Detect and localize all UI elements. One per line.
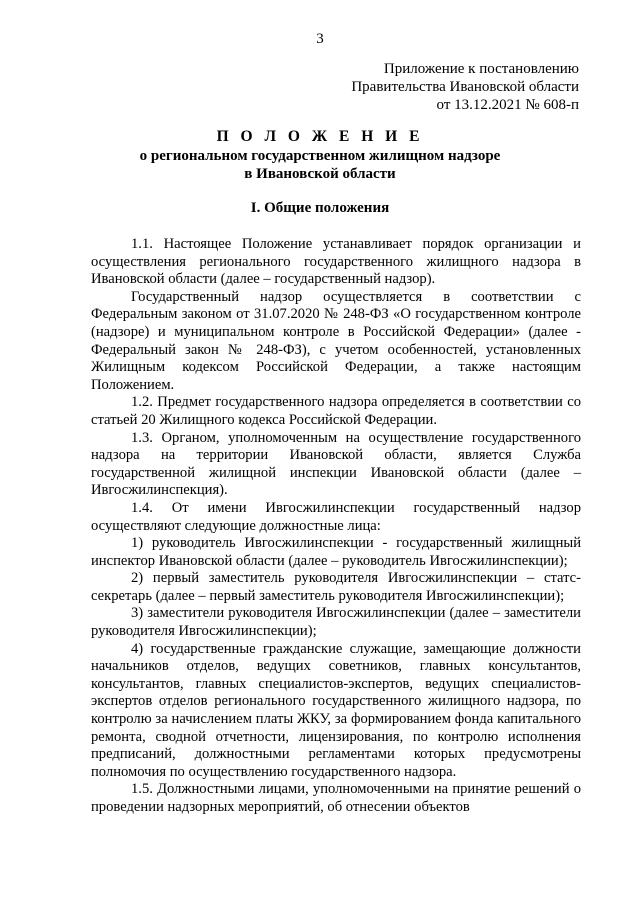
list-item-2: 2) первый заместитель руководителя Ивгосжилинспекции – статс-секретарь (далее – первый заместитель руководителя Ивгосжилинспекции);: [91, 570, 581, 604]
section-heading: I. Общие положения: [250, 200, 390, 216]
list-item-1: 1) руководитель Ивгосжилинспекции - государственный жилищный инспектор Ивановской области (далее – руководитель Ивгосжилинспекции);: [91, 535, 581, 569]
paragraph-1-2: 1.2. Предмет государственного надзора определяется в соответствии со статьей 20 Жилищного кодекса Российской Федерации.: [91, 394, 581, 428]
list-item-3: 3) заместители руководителя Ивгосжилинспекции (далее – заместители руководителя Ивгосжилинспекции);: [91, 605, 581, 640]
appendix-line-3: от 13.12.2021 № 608-п: [436, 97, 579, 113]
title-main: П О Л О Ж Е Н И Е: [216, 128, 424, 145]
appendix-line-2: Правительства Ивановской области: [351, 79, 579, 95]
paragraph-federal-law: Государственный надзор осуществляется в соответствии с Федеральным законом от 31.07.2020 № 248-ФЗ «О государственном контроле (надзоре) и муниципальном контроле в Российской Федерации» (далее - Федеральный закон № 248-ФЗ), с учетом особенностей, установленных Жилищным кодексом Российской Федерации, а также настоящим Положением.: [91, 288, 581, 393]
title-subtitle-2: в Ивановской области: [244, 166, 396, 182]
appendix-reference: [351, 60, 579, 114]
page-number: 3: [316, 31, 324, 47]
paragraph-1-5: 1.5. Должностными лицами, уполномоченными на принятие решений о проведении надзорных мероприятий, об отнесении объектов: [91, 781, 581, 815]
appendix-line-1: Приложение к постановлению: [383, 61, 579, 77]
paragraph-1-3: 1.3. Органом, уполномоченным на осуществление государственного надзора на территории Ивановской области, является Служба государственной жилищной инспекции Ивановской области (далее – Ивгосжилинспекция).: [91, 429, 581, 499]
title-subtitle-1: о региональном государственном жилищном надзоре: [139, 147, 501, 164]
paragraph-1-1: 1.1. Настоящее Положение устанавливает порядок организации и осуществления регионального государственного жилищного надзора в Ивановской области (далее – государственный надзор).: [91, 236, 581, 288]
paragraph-1-4: 1.4. От имени Ивгосжилинспекции государственный надзор осуществляют следующие должностные лица:: [91, 499, 581, 534]
list-item-4: 4) государственные гражданские служащие, замещающие должности начальников отделов, ведущих советников, главных консультантов, консультантов, главных специалистов-экспертов, ведущих специалистов-экспертов отделов регионального государственного жилищного надзора, по контролю за начислением платы ЖКУ, за формированием фонда капитального ремонта, сводной отчетности, лицензирования, по контролю исполнения предписаний, должностными регламентами которых предусмотрены полномочия по осуществлению государственного надзора.: [91, 640, 581, 780]
document-title: [0, 128, 640, 184]
body-text: [91, 236, 581, 817]
